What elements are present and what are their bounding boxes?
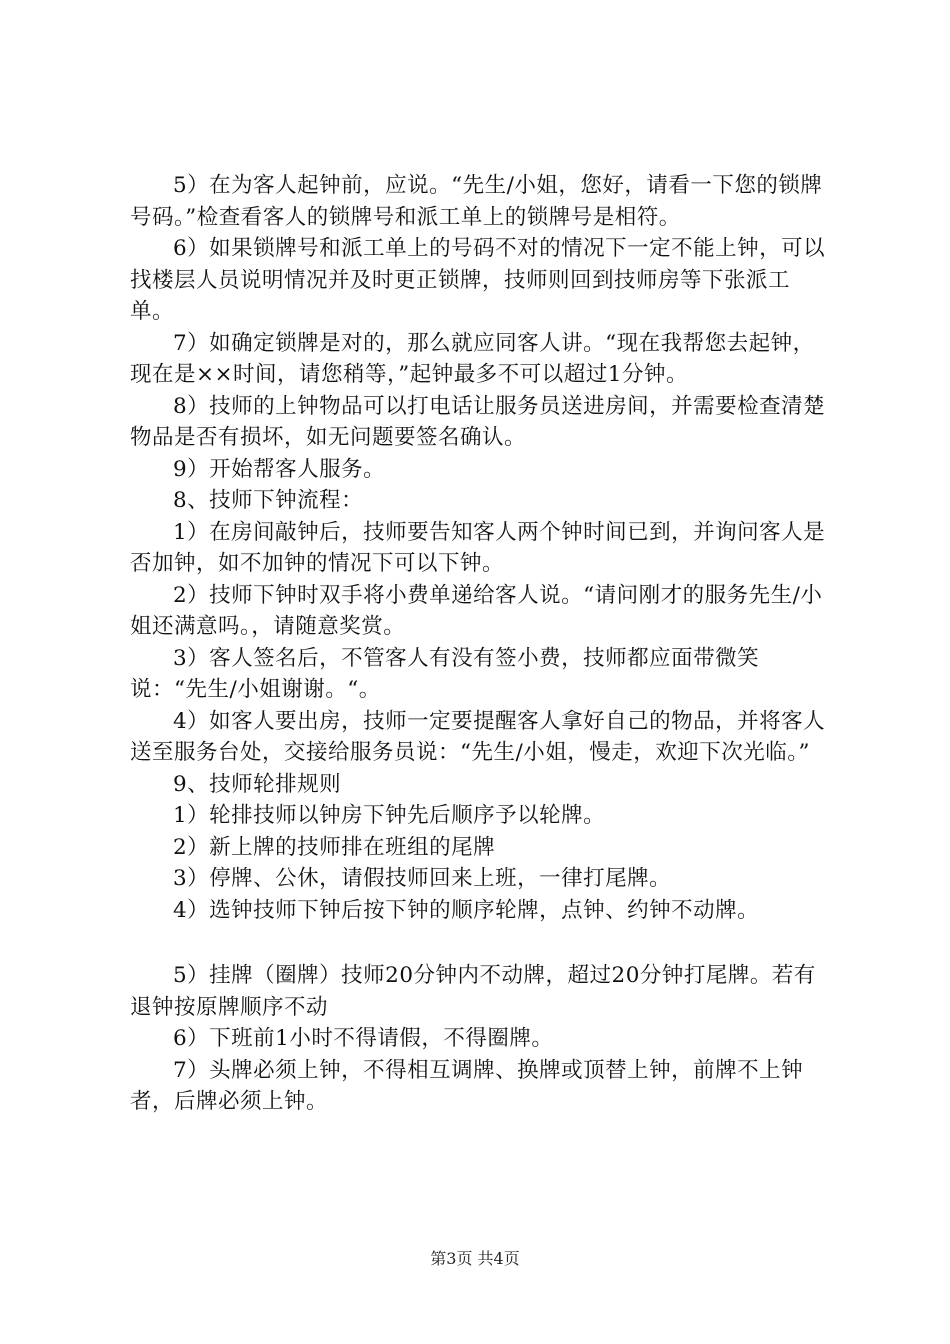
section-heading: 9、技师轮排规则 [173,771,342,797]
paragraph: 5）在为客人起钟前，应说。“先生/小姐，您好，请看一下您的锁牌号码。”检查看客人的锁牌号和派工单上的锁牌号是相符。 [130,173,823,230]
paragraph: 8）技师的上钟物品可以打电话让服务员送进房间，并需要检查清楚物品是否有损坏，如无问题要签名确认。 [130,393,826,450]
paragraph: 3）停牌、公休，请假技师回来上班，一律打尾牌。 [173,866,672,891]
paragraph: 1）轮排技师以钟房下钟先后顺序予以轮牌。 [173,803,606,828]
paragraph: 2）技师下钟时双手将小费单递给客人说。“请问刚才的服务先生/小姐还满意吗。，请随意奖赏。 [130,582,823,639]
paragraph: 7）如确定锁牌是对的，那么就应同客人讲。“现在我帮您去起钟，现在是××时间，请您稍等，”起钟最多不可以超过1分钟。 [130,330,815,387]
paragraph: 6）如果锁牌号和派工单上的号码不对的情况下一定不能上钟，可以找楼层人员说明情况并及时更正锁牌，技师则回到技师房等下张派工单。 [130,236,826,324]
paragraph: 3）客人签名后，不管客人有没有签小费，技师都应面带微笑说：“先生/小姐谢谢。“。 [130,645,760,702]
paragraph: 1）在房间敲钟后，技师要告知客人两个钟时间已到，并询问客人是否加钟，如不加钟的情况下可以下钟。 [130,519,826,576]
paragraph: 7）头牌必须上钟，不得相互调牌、换牌或顶替上钟，前牌不上钟者，后牌必须上钟。 [130,1057,804,1114]
page-number-footer: 第3页 共4页 [430,1249,520,1268]
paragraph: 9）开始帮客人服务。 [173,456,386,482]
paragraph: 4）选钟技师下钟后按下钟的顺序轮牌，点钟、约钟不动牌。 [173,897,760,923]
document-body [130,170,830,1118]
paragraph: 6）下班前1小时不得请假，不得圈牌。 [173,1026,554,1051]
section-heading: 8、技师下钟流程： [173,488,364,513]
paragraph: 4）如客人要出房，技师一定要提醒客人拿好自己的物品，并将客人送至服务台处，交接给服务员说：“先生/小姐，慢走，欢迎下次光临。” [130,708,826,765]
paragraph: 2）新上牌的技师排在班组的尾牌 [173,834,496,860]
paragraph: 5）挂牌（圈牌）技师20分钟内不动牌，超过20分钟打尾牌。若有退钟按原牌顺序不动 [130,963,816,1020]
